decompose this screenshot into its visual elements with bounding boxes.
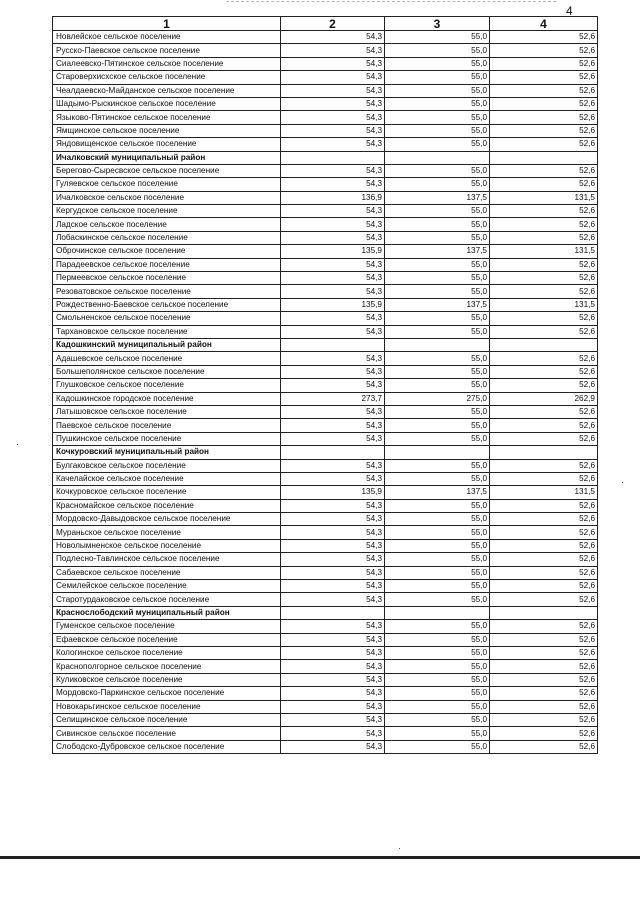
empty-cell [385, 606, 490, 619]
value-col-4: 52,6 [490, 164, 598, 177]
value-col-4: 131,5 [490, 245, 598, 258]
header-col-1: 1 [53, 17, 281, 31]
settlement-name: Ладское сельское поселение [53, 218, 281, 231]
value-col-2: 54,3 [281, 111, 385, 124]
value-col-4: 52,6 [490, 138, 598, 151]
district-name: Кочкуровский муниципальный район [53, 446, 281, 459]
table-row [53, 352, 598, 365]
value-col-4: 52,6 [490, 44, 598, 57]
value-col-2: 54,3 [281, 379, 385, 392]
settlement-name: Пушкинское сельское поселение [53, 432, 281, 445]
value-col-2: 54,3 [281, 660, 385, 673]
value-col-4: 52,6 [490, 513, 598, 526]
value-col-3: 55,0 [385, 687, 490, 700]
settlement-name: Подлесно-Тавлинское сельское поселение [53, 553, 281, 566]
value-col-2: 136,9 [281, 191, 385, 204]
page-number: 4 [566, 4, 573, 18]
settlement-name: Тархановское сельское поселение [53, 325, 281, 338]
value-col-4: 52,6 [490, 419, 598, 432]
value-col-4: 52,6 [490, 633, 598, 646]
settlement-name: Старотурдаковское сельское поселение [53, 593, 281, 606]
settlement-name: Гуляевское сельское поселение [53, 178, 281, 191]
settlement-name: Селищинское сельское поселение [53, 713, 281, 726]
value-col-3: 275,0 [385, 392, 490, 405]
settlement-name: Кочкуровское сельское поселение [53, 486, 281, 499]
value-col-3: 55,0 [385, 472, 490, 485]
value-col-3: 55,0 [385, 31, 490, 44]
value-col-3: 55,0 [385, 272, 490, 285]
value-col-3: 55,0 [385, 593, 490, 606]
value-col-4: 52,6 [490, 432, 598, 445]
table-row [53, 727, 598, 740]
value-col-2: 54,3 [281, 312, 385, 325]
value-col-4: 52,6 [490, 539, 598, 552]
value-col-3: 55,0 [385, 660, 490, 673]
settlement-name: Яндовищенское сельское поселение [53, 138, 281, 151]
table-row [53, 633, 598, 646]
value-col-4: 52,6 [490, 379, 598, 392]
table-row [53, 646, 598, 659]
settlement-name: Смольненское сельское поселение [53, 312, 281, 325]
table-row [53, 191, 598, 204]
value-col-2: 54,3 [281, 285, 385, 298]
scan-speck [399, 848, 400, 849]
value-col-2: 54,3 [281, 727, 385, 740]
table-row [53, 285, 598, 298]
table-row [53, 580, 598, 593]
value-col-3: 55,0 [385, 44, 490, 57]
value-col-3: 55,0 [385, 124, 490, 137]
value-col-2: 135,9 [281, 486, 385, 499]
value-col-4: 52,6 [490, 312, 598, 325]
value-col-2: 54,3 [281, 633, 385, 646]
value-col-3: 55,0 [385, 633, 490, 646]
table-row [53, 513, 598, 526]
settlement-name: Краснополгорное сельское поселение [53, 660, 281, 673]
value-col-3: 55,0 [385, 419, 490, 432]
value-col-3: 55,0 [385, 178, 490, 191]
table-row [53, 258, 598, 271]
table-row [53, 713, 598, 726]
value-col-3: 137,5 [385, 298, 490, 311]
value-col-4: 52,6 [490, 71, 598, 84]
settlement-name: Сиалеевско-Пятинское сельское поселение [53, 57, 281, 70]
table-row [53, 432, 598, 445]
settlement-name: Парадеевское сельское поселение [53, 258, 281, 271]
value-col-4: 131,5 [490, 486, 598, 499]
value-col-3: 55,0 [385, 379, 490, 392]
settlement-name: Латышовское сельское поселение [53, 405, 281, 418]
value-col-4: 52,6 [490, 178, 598, 191]
value-col-3: 55,0 [385, 405, 490, 418]
table-row [53, 298, 598, 311]
value-col-2: 54,3 [281, 31, 385, 44]
value-col-4: 52,6 [490, 205, 598, 218]
value-col-3: 55,0 [385, 459, 490, 472]
value-col-3: 55,0 [385, 553, 490, 566]
value-col-4: 52,6 [490, 727, 598, 740]
table-row [53, 486, 598, 499]
value-col-4: 52,6 [490, 472, 598, 485]
table-row [53, 272, 598, 285]
value-col-3: 55,0 [385, 97, 490, 110]
value-col-3: 55,0 [385, 111, 490, 124]
settlement-name: Новокарьгинское сельское поселение [53, 700, 281, 713]
settlement-name: Новлейское сельское поселение [53, 31, 281, 44]
value-col-4: 52,6 [490, 84, 598, 97]
table-row [53, 459, 598, 472]
value-col-3: 55,0 [385, 526, 490, 539]
value-col-2: 54,3 [281, 673, 385, 686]
value-col-3: 55,0 [385, 231, 490, 244]
district-row [53, 606, 598, 619]
settlement-name: Ефаевское сельское поселение [53, 633, 281, 646]
table-row [53, 97, 598, 110]
empty-cell [281, 606, 385, 619]
settlement-name: Резоватовское сельское поселение [53, 285, 281, 298]
table-row [53, 245, 598, 258]
value-col-4: 52,6 [490, 231, 598, 244]
table-row [53, 178, 598, 191]
district-name: Краснослободский муниципальный район [53, 606, 281, 619]
value-col-2: 54,3 [281, 178, 385, 191]
table-row [53, 593, 598, 606]
table-row [53, 84, 598, 97]
value-col-4: 52,6 [490, 285, 598, 298]
value-col-4: 52,6 [490, 740, 598, 753]
empty-cell [490, 446, 598, 459]
budget-table [52, 16, 598, 754]
table-row [53, 620, 598, 633]
value-col-2: 54,3 [281, 71, 385, 84]
value-col-4: 52,6 [490, 580, 598, 593]
value-col-3: 55,0 [385, 499, 490, 512]
table-row [53, 365, 598, 378]
district-name: Кадошкинский муниципальный район [53, 338, 281, 351]
value-col-4: 52,6 [490, 566, 598, 579]
table-row [53, 499, 598, 512]
value-col-3: 55,0 [385, 312, 490, 325]
value-col-2: 54,3 [281, 218, 385, 231]
value-col-3: 55,0 [385, 673, 490, 686]
value-col-4: 52,6 [490, 258, 598, 271]
value-col-2: 54,3 [281, 97, 385, 110]
value-col-4: 52,6 [490, 365, 598, 378]
value-col-2: 54,3 [281, 44, 385, 57]
value-col-3: 137,5 [385, 245, 490, 258]
scan-speck [622, 482, 623, 483]
value-col-4: 52,6 [490, 272, 598, 285]
settlement-name: Берегово-Сыресвское сельское поселение [53, 164, 281, 177]
settlement-name: Чеалдаевско-Майданское сельское поселение [53, 84, 281, 97]
value-col-4: 52,6 [490, 660, 598, 673]
value-col-2: 54,3 [281, 539, 385, 552]
value-col-2: 273,7 [281, 392, 385, 405]
table-row [53, 111, 598, 124]
settlement-name: Пермеевское сельское поселение [53, 272, 281, 285]
settlement-name: Ямщинское сельское поселение [53, 124, 281, 137]
table-row [53, 124, 598, 137]
value-col-2: 54,3 [281, 231, 385, 244]
value-col-2: 54,3 [281, 553, 385, 566]
value-col-3: 55,0 [385, 700, 490, 713]
value-col-2: 54,3 [281, 419, 385, 432]
value-col-3: 137,5 [385, 191, 490, 204]
settlement-name: Сивинское сельское поселение [53, 727, 281, 740]
empty-cell [490, 151, 598, 164]
value-col-3: 55,0 [385, 566, 490, 579]
value-col-2: 54,3 [281, 620, 385, 633]
district-name: Ичалковский муниципальный район [53, 151, 281, 164]
table-row [53, 325, 598, 338]
value-col-4: 52,6 [490, 553, 598, 566]
table-row [53, 687, 598, 700]
value-col-2: 54,3 [281, 205, 385, 218]
settlement-name: Мураньское сельское поселение [53, 526, 281, 539]
value-col-2: 54,3 [281, 499, 385, 512]
value-col-4: 52,6 [490, 499, 598, 512]
value-col-4: 52,6 [490, 218, 598, 231]
settlement-name: Адашевское сельское поселение [53, 352, 281, 365]
table-row [53, 138, 598, 151]
value-col-4: 52,6 [490, 526, 598, 539]
value-col-3: 55,0 [385, 218, 490, 231]
value-col-2: 54,3 [281, 646, 385, 659]
value-col-2: 54,3 [281, 352, 385, 365]
value-col-4: 52,6 [490, 620, 598, 633]
table-row [53, 472, 598, 485]
value-col-2: 54,3 [281, 164, 385, 177]
value-col-4: 52,6 [490, 31, 598, 44]
value-col-3: 55,0 [385, 325, 490, 338]
value-col-4: 52,6 [490, 687, 598, 700]
table-row [53, 700, 598, 713]
value-col-2: 54,3 [281, 513, 385, 526]
settlement-name: Глушковское сельское поселение [53, 379, 281, 392]
value-col-3: 55,0 [385, 258, 490, 271]
value-col-3: 55,0 [385, 646, 490, 659]
value-col-3: 55,0 [385, 84, 490, 97]
settlement-name: Паевское сельское поселение [53, 419, 281, 432]
value-col-3: 55,0 [385, 57, 490, 70]
value-col-4: 52,6 [490, 57, 598, 70]
settlement-name: Оброчинское сельское поселение [53, 245, 281, 258]
value-col-3: 55,0 [385, 71, 490, 84]
value-col-2: 54,3 [281, 566, 385, 579]
settlement-name: Большеполянское сельское поселение [53, 365, 281, 378]
empty-cell [281, 338, 385, 351]
value-col-4: 52,6 [490, 646, 598, 659]
header-col-3: 3 [385, 17, 490, 31]
value-col-2: 54,3 [281, 740, 385, 753]
district-row [53, 338, 598, 351]
settlement-name: Сабаевское сельское поселение [53, 566, 281, 579]
value-col-3: 55,0 [385, 513, 490, 526]
table-row [53, 539, 598, 552]
value-col-4: 131,5 [490, 298, 598, 311]
table-row [53, 379, 598, 392]
value-col-4: 52,6 [490, 405, 598, 418]
scan-speck [17, 444, 18, 445]
table-row [53, 57, 598, 70]
settlement-name: Новолымненское сельское поселение [53, 539, 281, 552]
value-col-2: 54,3 [281, 84, 385, 97]
settlement-name: Кадошкинское городское поселение [53, 392, 281, 405]
value-col-3: 55,0 [385, 432, 490, 445]
value-col-2: 54,3 [281, 580, 385, 593]
value-col-3: 55,0 [385, 205, 490, 218]
empty-cell [385, 151, 490, 164]
settlement-name: Русско-Паевское сельское поселение [53, 44, 281, 57]
value-col-4: 52,6 [490, 459, 598, 472]
value-col-3: 55,0 [385, 580, 490, 593]
settlement-name: Рождественно-Баевское сельское поселение [53, 298, 281, 311]
table-row [53, 405, 598, 418]
value-col-2: 135,9 [281, 245, 385, 258]
table-row [53, 164, 598, 177]
value-col-2: 54,3 [281, 459, 385, 472]
table-row [53, 312, 598, 325]
table-row [53, 44, 598, 57]
value-col-2: 54,3 [281, 526, 385, 539]
table-row [53, 205, 598, 218]
table-row [53, 526, 598, 539]
settlement-name: Языково-Пятинское сельское поселение [53, 111, 281, 124]
settlement-name: Кологинское сельское поселение [53, 646, 281, 659]
value-col-2: 54,3 [281, 713, 385, 726]
table-row [53, 419, 598, 432]
table-row [53, 218, 598, 231]
settlement-name: Красномайское сельское поселение [53, 499, 281, 512]
table-row [53, 392, 598, 405]
value-col-3: 137,5 [385, 486, 490, 499]
value-col-4: 52,6 [490, 97, 598, 110]
table-row [53, 31, 598, 44]
value-col-3: 55,0 [385, 285, 490, 298]
value-col-4: 52,6 [490, 124, 598, 137]
table-row [53, 740, 598, 753]
table-row [53, 566, 598, 579]
top-dashed-rule [226, 1, 556, 2]
empty-cell [281, 151, 385, 164]
value-col-4: 52,6 [490, 593, 598, 606]
value-col-2: 54,3 [281, 272, 385, 285]
settlement-name: Куликовское сельское поселение [53, 673, 281, 686]
value-col-2: 54,3 [281, 57, 385, 70]
value-col-4: 52,6 [490, 111, 598, 124]
header-col-2: 2 [281, 17, 385, 31]
value-col-4: 52,6 [490, 713, 598, 726]
table-header-row [53, 17, 598, 31]
settlement-name: Шадымо-Рыскинское сельское поселение [53, 97, 281, 110]
table-row [53, 231, 598, 244]
bottom-rule [0, 856, 640, 859]
empty-cell [385, 446, 490, 459]
settlement-name: Слободско-Дубровское сельское поселение [53, 740, 281, 753]
value-col-3: 55,0 [385, 365, 490, 378]
empty-cell [385, 338, 490, 351]
value-col-3: 55,0 [385, 740, 490, 753]
value-col-2: 54,3 [281, 593, 385, 606]
value-col-3: 55,0 [385, 620, 490, 633]
table-row [53, 553, 598, 566]
value-col-3: 55,0 [385, 138, 490, 151]
table-row [53, 71, 598, 84]
empty-cell [490, 606, 598, 619]
value-col-2: 54,3 [281, 365, 385, 378]
value-col-2: 54,3 [281, 432, 385, 445]
empty-cell [490, 338, 598, 351]
settlement-name: Кергудское сельское поселение [53, 205, 281, 218]
empty-cell [281, 446, 385, 459]
table-row [53, 660, 598, 673]
value-col-2: 54,3 [281, 405, 385, 418]
value-col-3: 55,0 [385, 713, 490, 726]
settlement-name: Булгаковское сельское поселение [53, 459, 281, 472]
value-col-2: 54,3 [281, 138, 385, 151]
value-col-3: 55,0 [385, 727, 490, 740]
value-col-3: 55,0 [385, 539, 490, 552]
district-row [53, 446, 598, 459]
value-col-4: 52,6 [490, 325, 598, 338]
district-row [53, 151, 598, 164]
value-col-2: 54,3 [281, 258, 385, 271]
value-col-2: 54,3 [281, 325, 385, 338]
value-col-2: 54,3 [281, 687, 385, 700]
settlement-name: Лобаскинское сельское поселение [53, 231, 281, 244]
value-col-4: 131,5 [490, 191, 598, 204]
value-col-4: 52,6 [490, 352, 598, 365]
value-col-2: 54,3 [281, 124, 385, 137]
value-col-4: 52,6 [490, 700, 598, 713]
settlement-name: Староверхисхское сельское поселение [53, 71, 281, 84]
settlement-name: Мордовско-Давыдовское сельское поселение [53, 513, 281, 526]
value-col-4: 262,9 [490, 392, 598, 405]
value-col-4: 52,6 [490, 673, 598, 686]
value-col-3: 55,0 [385, 352, 490, 365]
settlement-name: Ичалковское сельское поселение [53, 191, 281, 204]
settlement-name: Гуменское сельское поселение [53, 620, 281, 633]
value-col-2: 135,9 [281, 298, 385, 311]
value-col-2: 54,3 [281, 472, 385, 485]
table-row [53, 673, 598, 686]
header-col-4: 4 [490, 17, 598, 31]
settlement-name: Мордовско-Паркинское сельское поселение [53, 687, 281, 700]
settlement-name: Семилейское сельское поселение [53, 580, 281, 593]
settlement-name: Качелайское сельское поселение [53, 472, 281, 485]
value-col-3: 55,0 [385, 164, 490, 177]
value-col-2: 54,3 [281, 700, 385, 713]
table-body [53, 17, 598, 754]
